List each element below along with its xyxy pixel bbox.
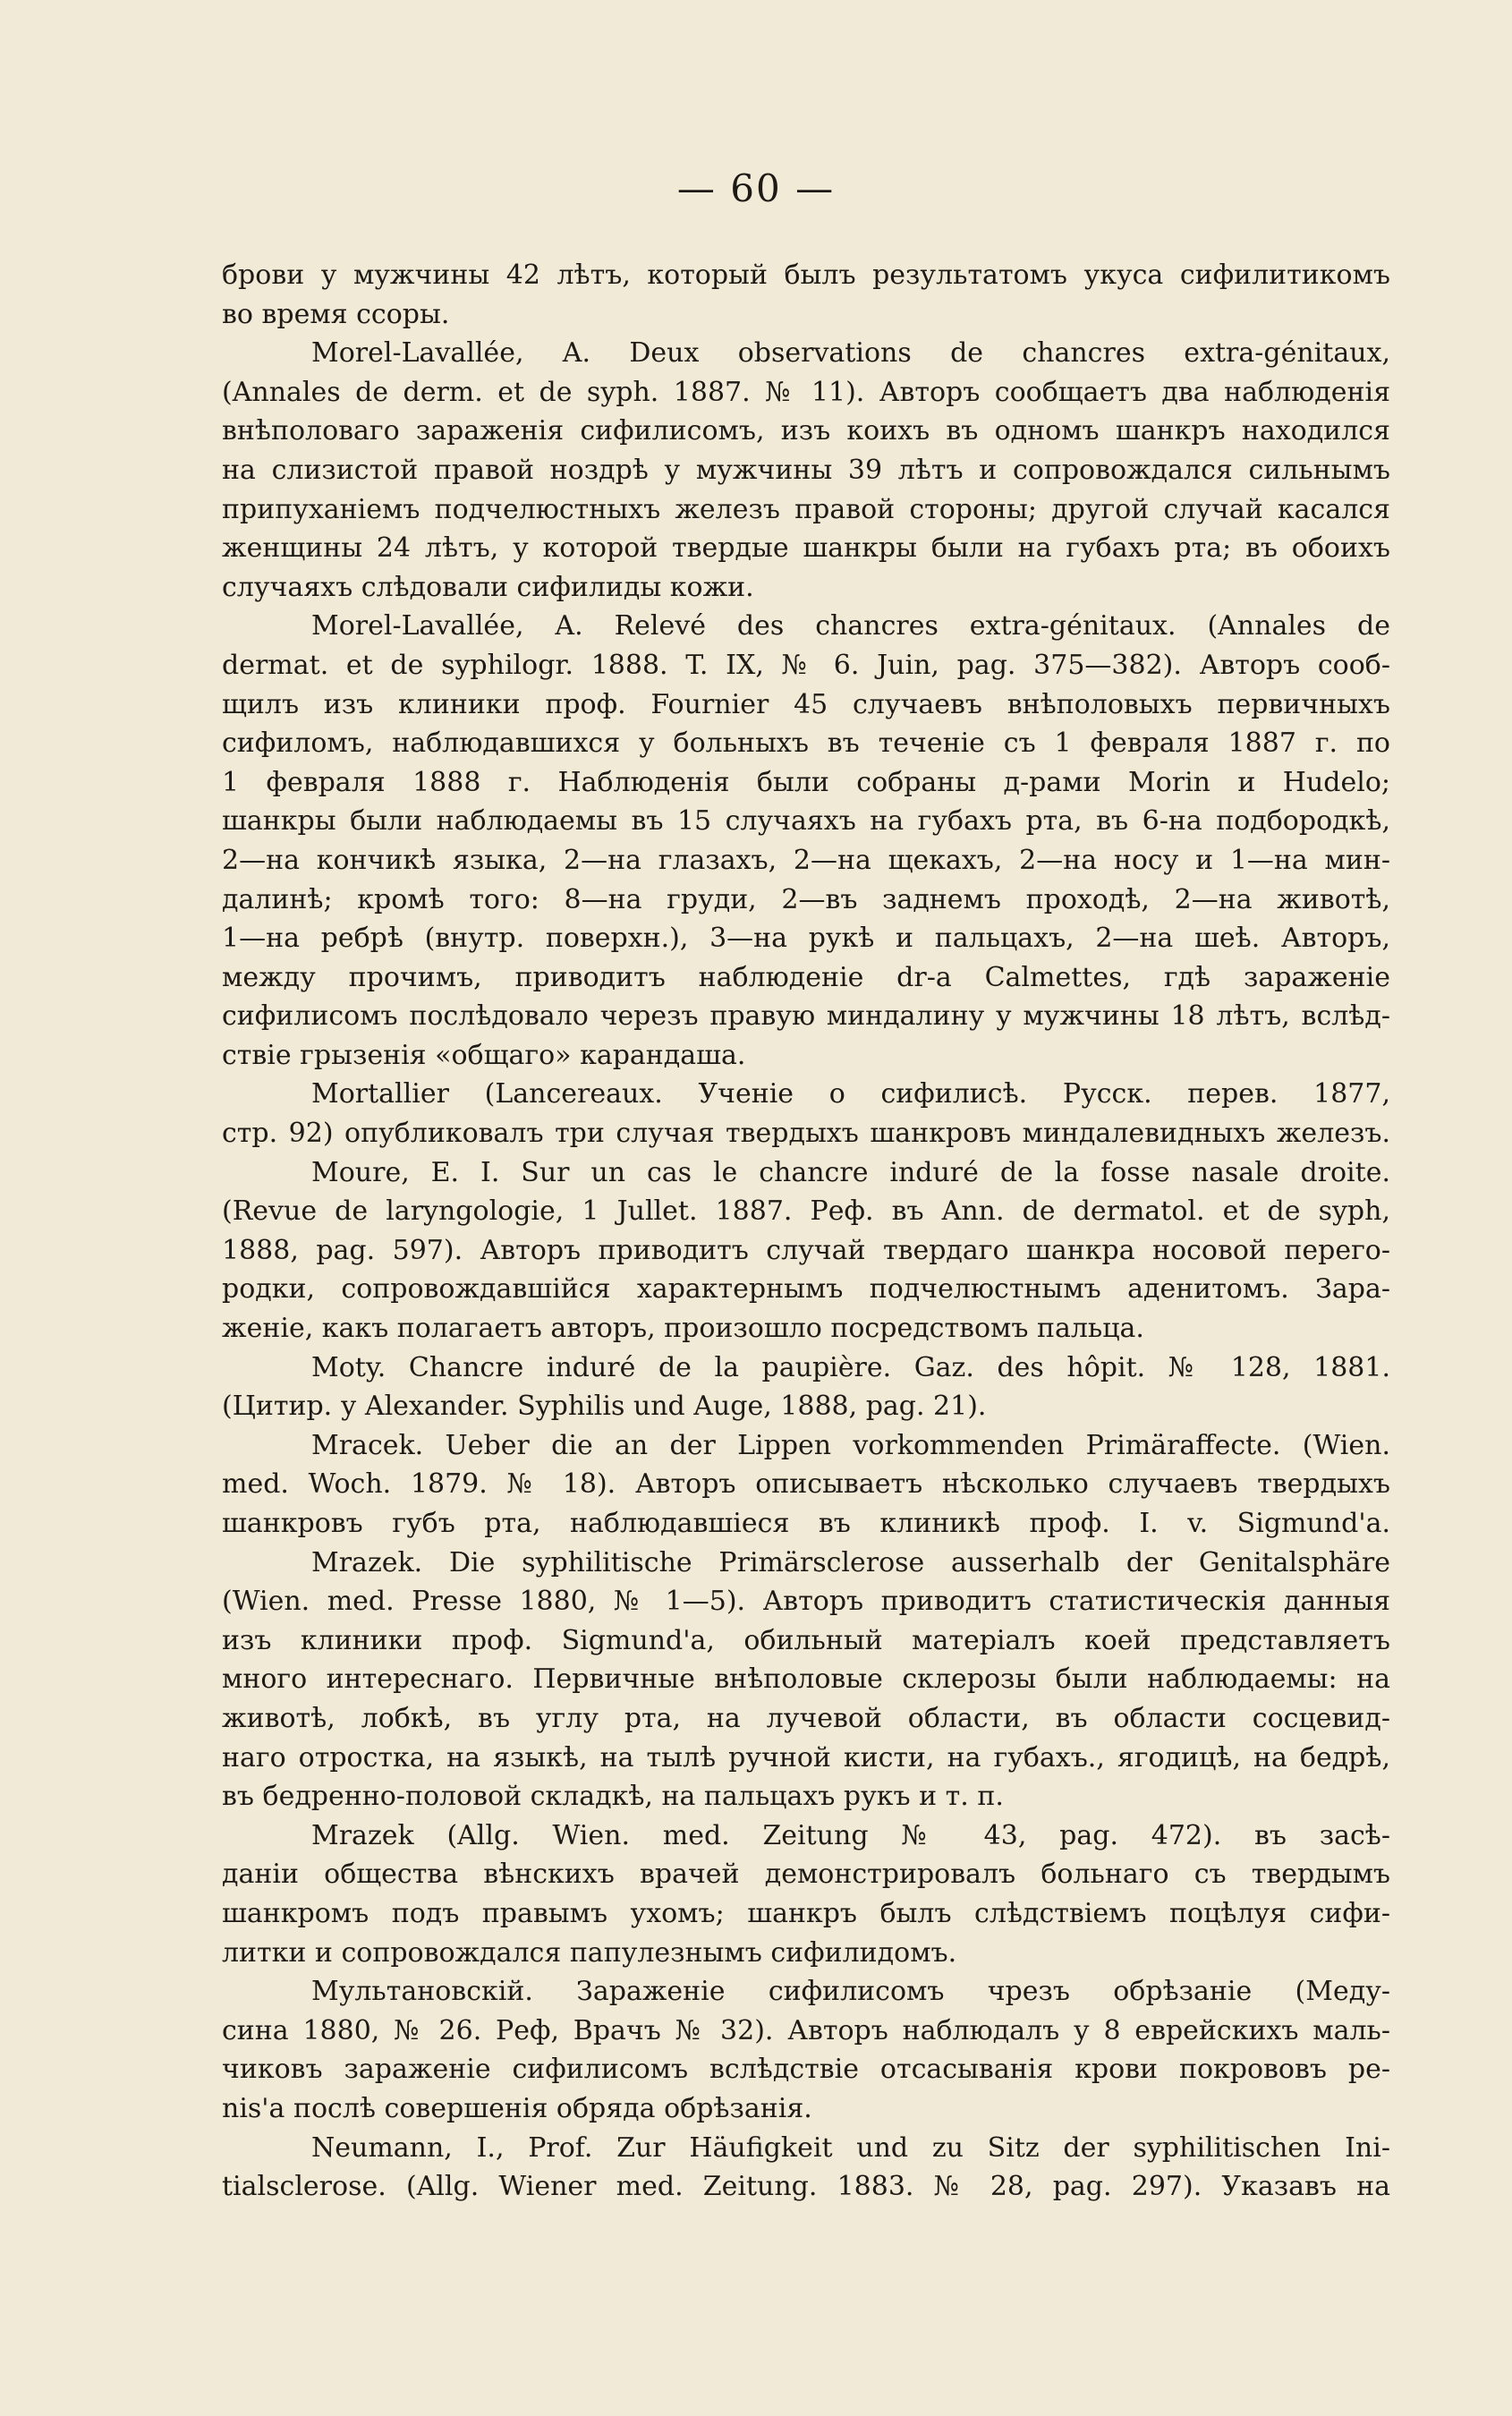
text-line: даніи общества вѣнскихъ врачей демонстрировалъ больнаго съ твердымъ	[222, 1859, 1390, 1891]
text-line: много интереснаго. Первичные внѣполовые склерозы были наблюдаемы: на	[222, 1663, 1390, 1696]
text-line: животѣ, лобкѣ, въ углу рта, на лучевой области, въ области сосцевид-	[222, 1702, 1390, 1734]
text-line: шанкромъ подъ правымъ ухомъ; шанкръ былъ слѣдствіемъ поцѣлуя сифи-	[222, 1897, 1390, 1929]
text-line: литки и сопровождался папулезнымъ сифилидомъ.	[222, 1936, 957, 1969]
text-line: шанкровъ губъ рта, наблюдавшіеся въ клиникѣ проф. I. v. Sigmund'a.	[222, 1508, 1390, 1539]
text-line: въ бедренно-половой складкѣ, на пальцахъ рукъ и т. п.	[222, 1781, 1004, 1813]
text-line: щилъ изъ клиники проф. Fournier 45 случаевъ внѣполовыхъ первичныхъ	[222, 688, 1390, 720]
text-line: med. Woch. 1879. № 18). Авторъ описываетъ нѣсколько случаевъ твердыхъ	[222, 1468, 1390, 1501]
text-line: Moty. Chancre induré de la paupière. Gaz. des hôpit. № 128, 1881.	[311, 1351, 1390, 1383]
text-line: сина 1880, № 26. Реф, Врачъ № 32). Авторъ наблюдалъ у 8 еврейскихъ маль-	[222, 2014, 1390, 2046]
text-line: Morel-Lavallée, A. Relevé des chancres extra-génitaux. (Annales de	[311, 610, 1390, 642]
text-line: 1—на ребрѣ (внутр. поверхн.), 3—на рукѣ и пальцахъ, 2—на шеѣ. Авторъ,	[222, 923, 1390, 955]
text-line: nis'a послѣ совершенія обряда обрѣзанія.	[222, 2092, 812, 2124]
text-line: Mrazek (Allg. Wien. med. Zeitung № 43, pag. 472). въ засѣ-	[311, 1819, 1390, 1851]
text-line: 1888, pag. 597). Авторъ приводитъ случай твердаго шанкра носовой перего-	[222, 1234, 1390, 1266]
text-line: шанкры были наблюдаемы въ 15 случаяхъ на губахъ рта, въ 6-на подбородкѣ,	[222, 805, 1390, 838]
text-line: женщины 24 лѣтъ, у которой твердые шанкры были на губахъ рта; въ обоихъ	[222, 532, 1390, 565]
text-line: Mrazek. Die syphilitische Primärsclerose ausserhalb der Genitalsphäre	[311, 1546, 1390, 1578]
text-line: 1 февраля 1888 г. Наблюденія были собраны д-рами Morin и Hudelo;	[222, 766, 1390, 798]
text-line: (Annales de derm. et de syph. 1887. № 11). Авторъ сообщаетъ два наблюденія	[222, 376, 1390, 408]
text-line: Mracek. Ueber die an der Lippen vorkommenden Primäraffecte. (Wien.	[311, 1429, 1390, 1461]
text-line: 2—на кончикѣ языка, 2—на глазахъ, 2—на щекахъ, 2—на носу и 1—на мин-	[222, 844, 1390, 876]
text-line: родки, сопровождавшійся характернымъ подчелюстнымъ аденитомъ. Зара-	[222, 1273, 1390, 1306]
text-line: (Цитир. у Alexander. Syphilis und Auge, 1888, pag. 21).	[222, 1391, 987, 1423]
body-text	[222, 256, 1390, 2207]
text-line: стр. 92) опубликовалъ три случая твердыхъ шанкровъ миндалевидныхъ железъ.	[222, 1118, 1390, 1150]
text-line: изъ клиники проф. Sigmund'a, обильный матеріалъ коей представляетъ	[222, 1624, 1390, 1656]
text-line: ствіе грызенія «общаго» карандаша.	[222, 1039, 746, 1071]
text-line: наго отростка, на языкѣ, на тылѣ ручной кисти, на губахъ., ягодицѣ, на бедрѣ,	[222, 1741, 1390, 1774]
text-line: сифилисомъ послѣдовало черезъ правую миндалину у мужчины 18 лѣтъ, вслѣд-	[222, 1000, 1390, 1033]
text-line: Mortallier (Lancereaux. Ученіе о сифилисѣ. Русск. перев. 1877,	[311, 1078, 1390, 1110]
text-line: dermat. et de syphilogr. 1888. T. IX, № 6. Juin, pag. 375—382). Авторъ сооб-	[222, 649, 1390, 681]
text-line: Moure, E. I. Sur un cas le chancre induré de la fosse nasale droite.	[311, 1156, 1390, 1188]
text-line: женіе, какъ полагаетъ авторъ, произошло посредствомъ пальца.	[222, 1313, 1144, 1345]
text-line: случаяхъ слѣдовали сифилиды кожи.	[222, 571, 754, 603]
text-line: на слизистой правой ноздрѣ у мужчины 39 лѣтъ и сопровождался сильнымъ	[222, 454, 1390, 486]
text-line: внѣполоваго зараженія сифилисомъ, изъ коихъ въ одномъ шанкръ находился	[222, 415, 1390, 447]
page-number: — 60 —	[676, 166, 836, 210]
text-line: Morel-Lavallée, A. Deux observations de chancres extra-génitaux,	[311, 337, 1390, 370]
text-line: припуханіемъ подчелюстныхъ железъ правой стороны; другой случай касался	[222, 493, 1390, 525]
text-line: сифиломъ, наблюдавшихся у больныхъ въ теченіе съ 1 февраля 1887 г. по	[222, 727, 1390, 760]
text-line: Neumann, I., Prof. Zur Häufigkeit und zu Sitz der syphilitischen Ini-	[311, 2131, 1390, 2164]
text-line: брови у мужчины 42 лѣтъ, который былъ результатомъ укуса сифилитикомъ	[222, 259, 1390, 291]
text-line: (Wien. med. Presse 1880, № 1—5). Авторъ приводитъ статистическія данныя	[222, 1586, 1390, 1618]
text-line: Мультановскій. Зараженіе сифилисомъ чрезъ обрѣзаніе (Меду-	[311, 1976, 1390, 2008]
text-line: во время ссоры.	[222, 298, 450, 330]
text-line: (Revue de laryngologie, 1 Jullet. 1887. Реф. въ Ann. de dermatol. et de syph,	[222, 1195, 1390, 1228]
text-line: чиковъ зараженіе сифилисомъ вслѣдствіе отсасыванія крови покрововъ pe-	[222, 2054, 1390, 2086]
text-line: далинѣ; кромѣ того: 8—на груди, 2—въ заднемъ проходѣ, 2—на животѣ,	[222, 883, 1390, 915]
text-line: tialsclerose. (Allg. Wiener med. Zeitung. 1883. № 28, pag. 297). Указавъ на	[222, 2171, 1390, 2203]
text-line: между прочимъ, приводитъ наблюденіе dr-a Calmettes, гдѣ зараженіе	[222, 961, 1390, 993]
